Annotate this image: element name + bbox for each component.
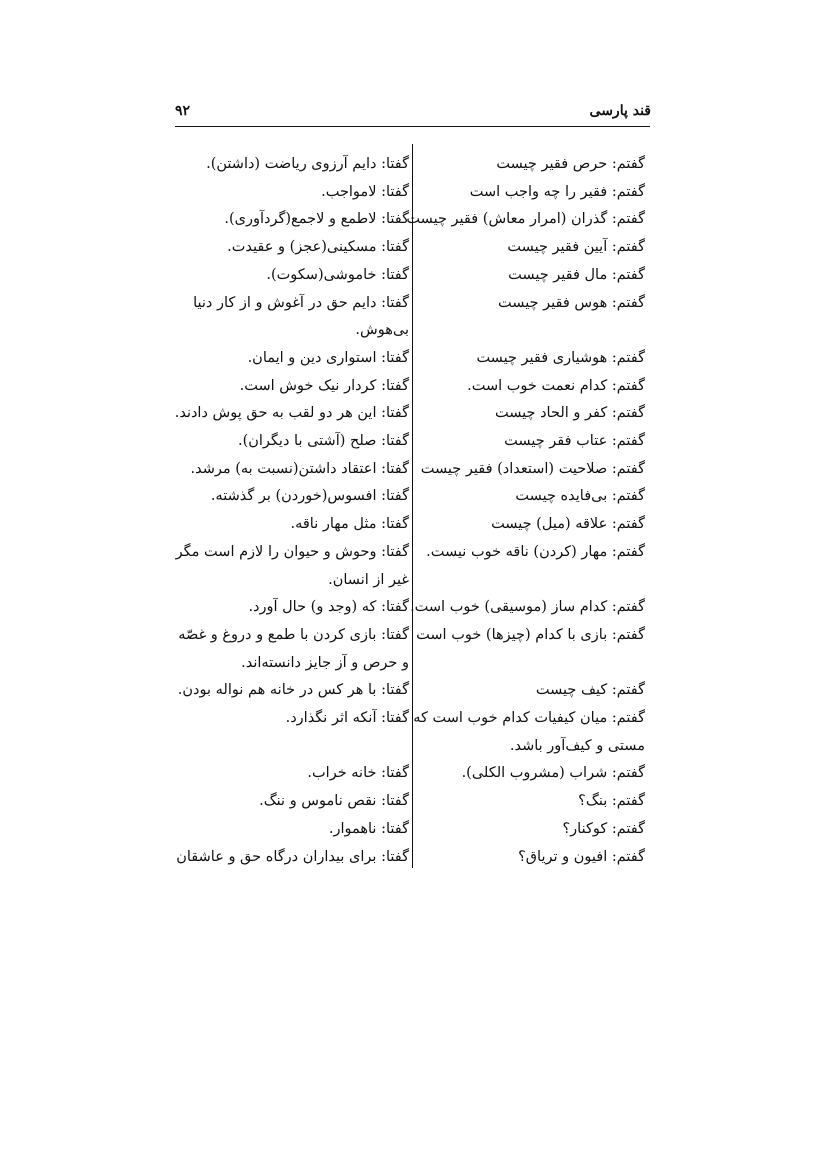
- question-line: گفتم: علاقه (میل) چیست: [491, 516, 645, 533]
- question-line: گفتم: کوکنار؟: [562, 820, 645, 837]
- answer-line: غیر از انسان.: [328, 571, 409, 588]
- answer-line: گفتا: که (وجد و) حال آورد.: [248, 599, 409, 616]
- questions-column: [406, 0, 645, 1169]
- question-line: گفتم: هوشیاری فقیر چیست: [476, 349, 645, 366]
- answer-line: گفتا: کردار نیک خوش است.: [239, 377, 409, 394]
- answer-line: گفتا: دایم آرزوی ریاضت (داشتن).: [206, 156, 409, 172]
- answer-line: گفتا: خاموشی(سکوت).: [266, 266, 409, 283]
- question-line: گفتم: گذران (امرار معاش) فقیر چیست: [406, 211, 645, 228]
- answers-column: [173, 0, 409, 1169]
- answer-line: گفتا: لاطمع و لاجمع(گردآوری).: [224, 211, 409, 228]
- answer-line: گفتا: خانه خراب.: [307, 765, 409, 782]
- question-line: گفتم: حرص فقیر چیست: [496, 156, 645, 172]
- answer-line: گفتا: بازی کردن با طمع و دروغ و غصّه: [178, 626, 409, 643]
- answer-line: گفتا: مسکینی(عجز) و عقیدت.: [227, 239, 409, 256]
- question-line: گفتم: بی‌فایده چیست: [515, 488, 645, 505]
- question-line: مستی و کیف‌آور باشد.: [509, 737, 645, 754]
- question-line: گفتم: هوس فقیر چیست: [498, 294, 645, 311]
- question-line: گفتم: آیین فقیر چیست: [507, 239, 645, 256]
- page-number: ۹۲: [175, 103, 191, 119]
- question-line: گفتم: کدام نعمت خوب است.: [467, 377, 645, 394]
- answer-line: گفتا: آنکه اثر نگذارد.: [285, 710, 409, 726]
- question-line: گفتم: بازی با کدام (چیزها) خوب است: [416, 626, 645, 643]
- answer-line: گفتا: برای بیداران درگاه حق و عاشقان: [176, 848, 409, 865]
- answer-line: گفتا: این هر دو لقب به حق پوش دادند.: [174, 405, 409, 422]
- answer-line: و حرص و آز جایز دانسته‌اند.: [241, 654, 409, 671]
- answer-line: گفتا: دایم حق در آغوش و از کار دنیا: [193, 294, 409, 311]
- question-line: گفتم: افیون و تریاق؟: [518, 848, 645, 865]
- question-line: گفتم: کفر و الحاد چیست: [494, 405, 645, 422]
- question-line: گفتم: بنگ؟: [578, 793, 645, 810]
- page-title: قند پارسی: [589, 103, 651, 119]
- answer-line: گفتا: اعتقاد داشتن(نسبت به) مرشد.: [190, 460, 409, 477]
- question-line: گفتم: مهار (کردن) ناقه خوب نیست.: [426, 543, 645, 560]
- answer-line: گفتا: وحوش و حیوان را لازم است مگر: [175, 543, 409, 560]
- answer-line: گفتا: افسوس(خوردن) بر گذشته.: [210, 488, 409, 505]
- answer-line: گفتا: نقص ناموس و ننگ.: [259, 793, 409, 810]
- question-line: گفتم: کدام ساز (موسیقی) خوب است.: [410, 599, 645, 616]
- answer-line: گفتا: استواری دین و ایمان.: [247, 349, 409, 366]
- answer-line: بی‌هوش.: [355, 322, 409, 339]
- answer-line: گفتا: صلح (آشتی با دیگران).: [237, 433, 409, 449]
- question-line: گفتم: میان کیفیات کدام خوب است که: [413, 710, 645, 726]
- question-line: گفتم: عتاب فقر چیست: [504, 433, 645, 449]
- question-line: گفتم: شراب (مشروب الکلی).: [461, 765, 645, 782]
- answer-line: گفتا: با هر کس در خانه هم نواله بودن.: [177, 682, 409, 699]
- question-line: گفتم: کیف چیست: [535, 682, 645, 699]
- answer-line: گفتا: لامواجب.: [321, 183, 409, 200]
- question-line: گفتم: فقیر را چه واجب است: [469, 183, 645, 200]
- answer-line: گفتا: مثل مهار ناقه.: [290, 516, 409, 533]
- column-divider: [412, 144, 413, 868]
- answer-line: گفتا: ناهموار.: [328, 820, 409, 837]
- question-line: گفتم: مال فقیر چیست: [508, 266, 645, 283]
- question-line: گفتم: صلاحیت (استعداد) فقیر چیست: [420, 460, 645, 477]
